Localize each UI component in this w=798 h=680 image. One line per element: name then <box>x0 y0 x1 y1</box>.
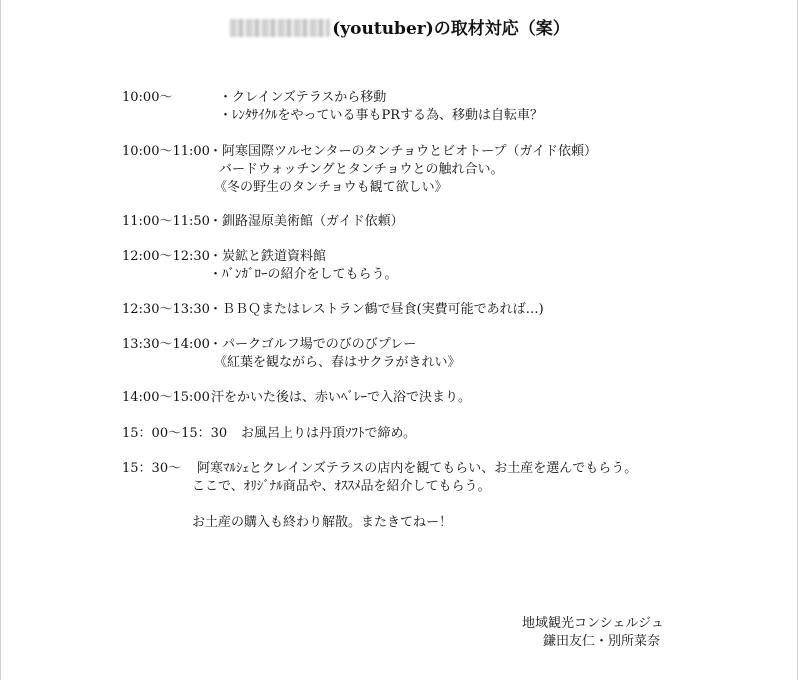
signature-names: 鎌田友仁・別所菜奈 <box>543 634 661 649</box>
signature-org: 地域観光コンシェルジュ <box>522 616 664 631</box>
schedule-line: 汗をかいた後は、赤いﾍﾞﾚｰで入浴で決まり。 <box>211 390 472 405</box>
schedule-line: ・炭鉱と鉄道資料館 <box>209 249 327 264</box>
schedule-line: ・クレインズテラスから移動 <box>219 90 387 105</box>
schedule-line: お風呂上りは丹頂ｿﾌﾄで締め。 <box>241 426 416 441</box>
schedule-line: 阿寒ﾏﾙｼｪとクレインズテラスの店内を観てもらい、お土産を選んでもらう。 <box>197 461 638 476</box>
schedule-line: ・ﾚﾝﾀｻｲｸﾙをやっている事もPRする為、移動は自転車？ <box>219 108 544 123</box>
time-slot-4: 12:00～12:30 <box>122 249 210 264</box>
schedule-line: バードウォッチングとタンチョウとの触れ合い。 <box>219 162 504 177</box>
schedule-line: ・パークゴルフ場でのびのびプレー <box>209 337 417 352</box>
schedule-line: ここで、ｵﾘｼﾞﾅﾙ商品や、ｵｽｽﾒ品を紹介してもらう。 <box>192 479 491 494</box>
time-slot-5: 12:30～13:30 <box>122 302 210 317</box>
schedule-line: ・ＢＢＱまたはレストラン鶴で昼食(実費可能であれば…) <box>209 302 544 317</box>
time-slot-2: 10:00～11:00 <box>122 144 210 159</box>
time-slot-9: 15：30～ <box>122 461 182 476</box>
title-text: (youtuber)の取材対応（案） <box>332 19 570 39</box>
time-slot-7: 14:00～15:00 <box>122 390 210 405</box>
schedule-line: ・阿寒国際ツルセンターのタンチョウとビオトープ（ガイド依頼） <box>209 144 598 159</box>
time-slot-6: 13:30～14:00 <box>122 337 210 352</box>
schedule-line: 《冬の野生のタンチョウも観て欲しい》 <box>214 180 448 195</box>
redacted-name <box>230 19 330 37</box>
schedule-line: ・ﾊﾞﾝｶﾞﾛｰの紹介をしてもらう。 <box>209 267 398 282</box>
time-slot-1: 10:00～ <box>122 90 173 105</box>
schedule-line: お土産の購入も終わり解散。またきてねー！ <box>192 515 453 530</box>
schedule-line: ・釧路湿原美術館（ガイド依頼） <box>209 214 404 229</box>
time-slot-3: 11:00～11:50 <box>122 214 210 229</box>
time-slot-8: 15：00～15：30 <box>122 426 228 441</box>
schedule-line: 《紅葉を観ながら、春はサクラがきれい》 <box>214 355 461 370</box>
document-title <box>1 14 798 39</box>
